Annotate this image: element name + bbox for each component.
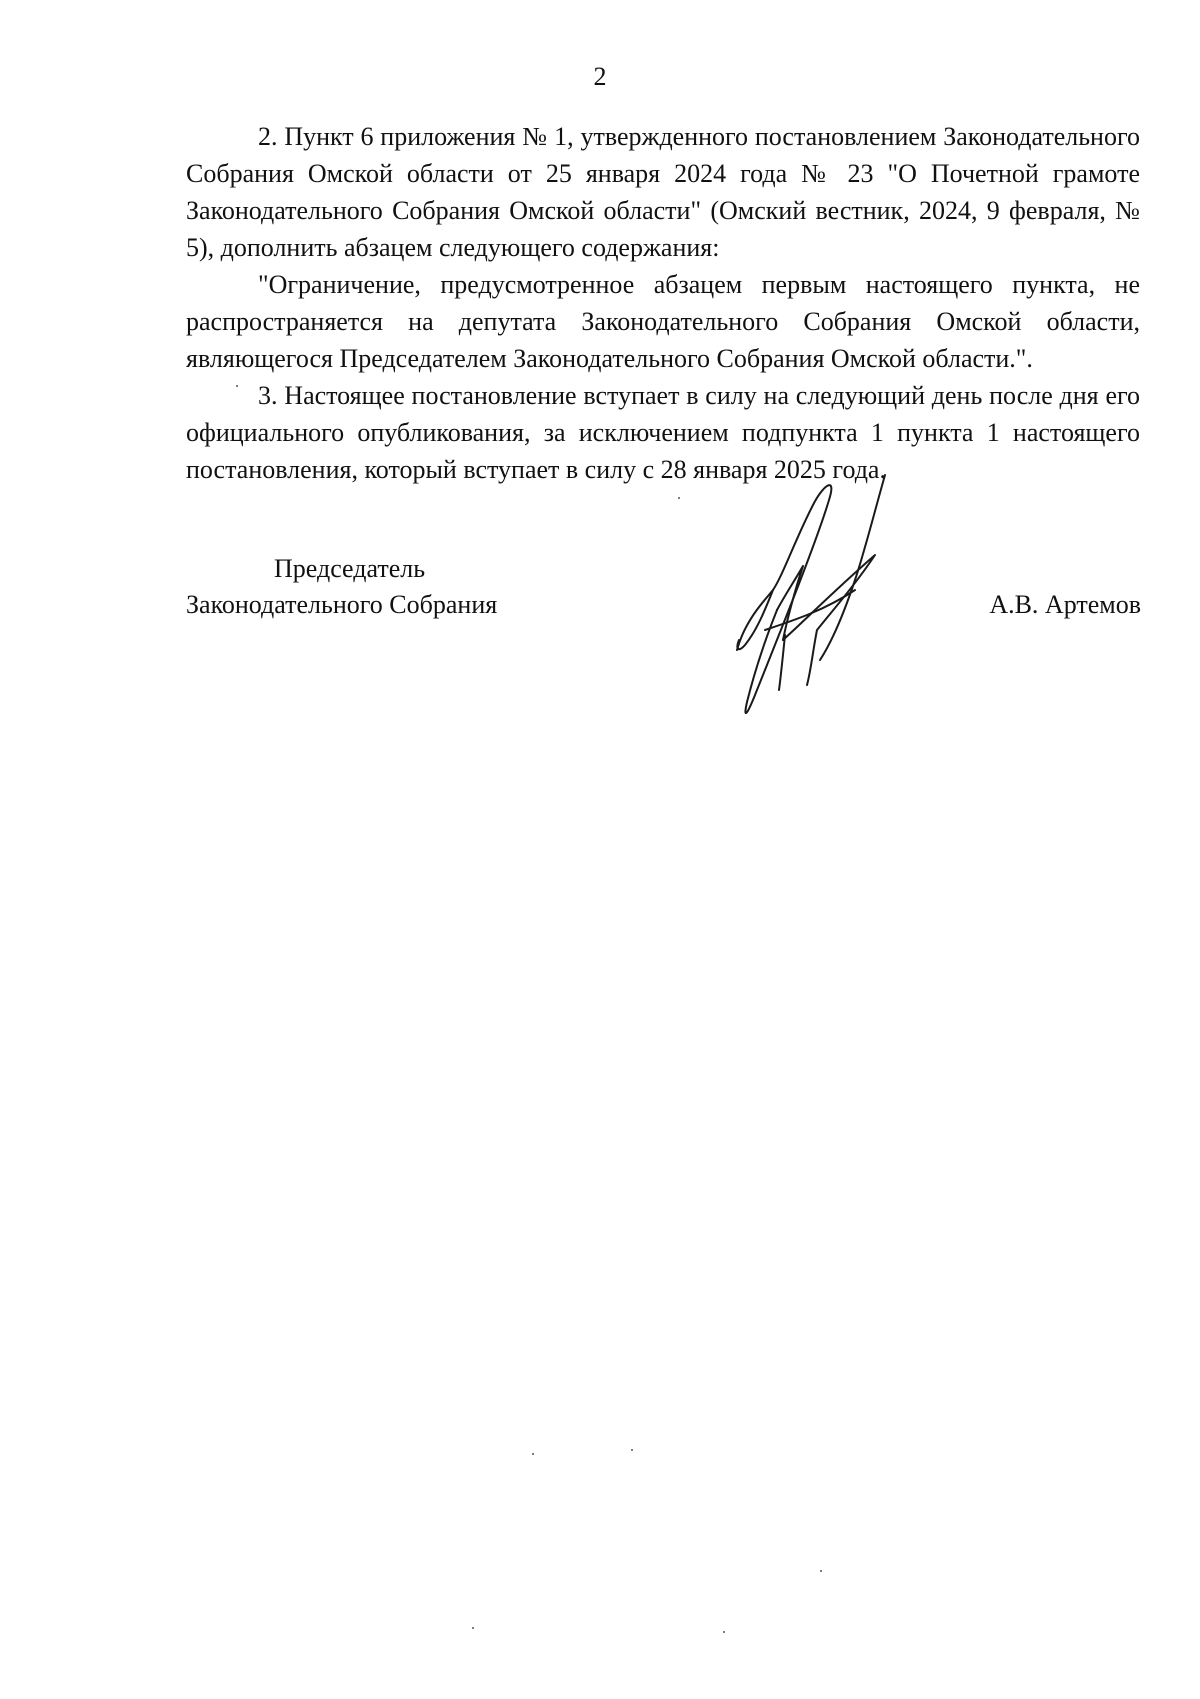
signer-name: А.В. Артемов: [989, 590, 1141, 619]
signer-title: [186, 551, 526, 623]
scan-speck: [472, 1627, 474, 1629]
scan-speck: [236, 385, 238, 387]
paragraph-quoted-addition: "Ограничение, предусмотренное абзацем первым настоящего пункта, не распространяется на депутата Законодательного Собрания Омской области, являющегося Председателем Законодательного Собрания Омской области.".: [186, 270, 1140, 373]
scan-speck: [678, 497, 680, 499]
paragraph-item-3: 3. Настоящее постановление вступает в силу на следующий день после дня его официального опубликования, за исключением подпункта 1 пункта 1 настоящего постановления, который вступает в силу с 28 января 2025 года.: [186, 381, 1140, 484]
signer-title-line1: Председатель: [274, 554, 426, 583]
scan-speck: [631, 1449, 633, 1451]
scan-speck: [532, 1453, 534, 1455]
scan-speck: [723, 1631, 725, 1633]
page-number: 2: [593, 62, 607, 91]
document-body: [186, 118, 1140, 488]
scan-speck: [820, 1570, 822, 1572]
paragraph-item-2: 2. Пункт 6 приложения № 1, утвержденного постановлением Законодательного Собрания Омской области от 25 января 2024 года № 23 "О Почетной грамоте Законодательного Собрания Омской области" (Омский вестник, 2024, 9 февраля, № 5), дополнить абзацем следующего содержания:: [186, 122, 1140, 262]
handwritten-signature: [725, 470, 965, 730]
signer-title-line2: Законодательного Собрания: [186, 590, 498, 619]
